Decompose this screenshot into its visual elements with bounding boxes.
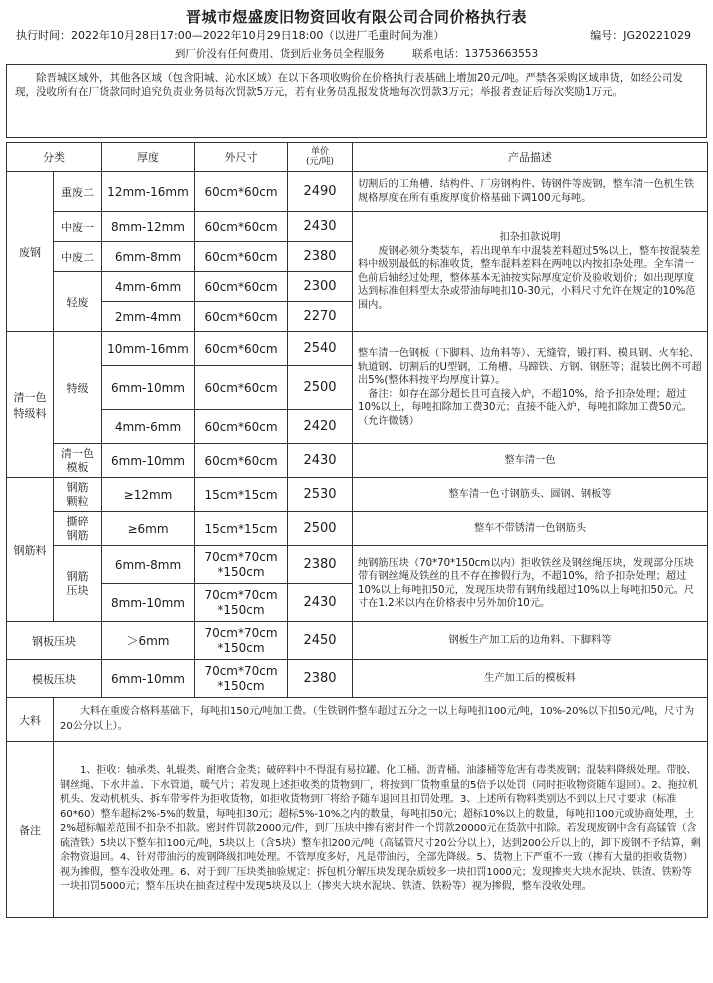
price-cell: 2500	[288, 366, 353, 410]
price-cell: 2380	[288, 242, 353, 272]
price-cell: 2420	[288, 410, 353, 444]
thickness-cell: ≥6mm	[102, 512, 195, 546]
size-cell: 60cm*60cm	[195, 242, 288, 272]
price-cell: 2450	[288, 622, 353, 660]
thickness-cell: 4mm-6mm	[102, 410, 195, 444]
header-price-line2: (元/吨)	[305, 157, 335, 167]
size-cell: 70cm*70cm *150cm	[195, 660, 288, 698]
category-plate-block: 钢板压块	[7, 622, 102, 660]
category-mold-block: 模板压块	[7, 660, 102, 698]
desc-cell: 切割后的工角槽、结构件、厂房钢构件、铸钢件等废钢，整车清一色机生铁规格厚度在所有重废厚度价格基础下调100元每吨。	[353, 172, 708, 212]
desc-cell: 整车清一色钢板（下脚料、边角料等）、无缝管，锻打料、模具钢、火车轮、轨道钢、切割后的U型钢，工角槽、马蹄铁、方钢、钢胚等；混装比例不可超出5%(整体料按平均厚度计算）。 备注：如存在部分超长且可直接入炉，不超10%，给予扣杂处理；超过10%以上，每吨扣除加工费30元；直接不能入炉，每吨扣除加工费50元。（允许微锈）	[353, 332, 708, 444]
desc-medium-title: 扣杂扣款说明	[499, 232, 561, 243]
price-cell: 2530	[288, 478, 353, 512]
thickness-cell: ＞6mm	[102, 622, 195, 660]
header-size: 外尺寸	[195, 143, 288, 172]
table-row	[7, 444, 708, 478]
desc-cell: 整车清一色寸钢筋头、圆钢、钢板等	[353, 478, 708, 512]
table-row	[7, 660, 708, 698]
size-cell: 70cm*70cm *150cm	[195, 584, 288, 622]
thickness-cell: 6mm-10mm	[102, 366, 195, 410]
desc-cell	[353, 212, 708, 332]
size-cell: 60cm*60cm	[195, 272, 288, 302]
desc-cell: 生产加工后的模板料	[353, 660, 708, 698]
size-cell: 60cm*60cm	[195, 444, 288, 478]
thickness-cell: 6mm-8mm	[102, 242, 195, 272]
sub-category: 重废二	[54, 172, 102, 212]
sub-category: 中废二	[54, 242, 102, 272]
regional-notice: 除晋城区域外，其他各区域（包含阳城、沁水区域）在以下各项收购价在价格执行表基础上增加20元/吨。严禁各采购区域串货，如经公司发现，没收所有在厂货款同时追究负责业务员每次罚款5万元，若有业务员乱报发货地每次罚款3万元；举报者查证后每次奖励1万元。	[6, 64, 707, 138]
thickness-cell: 2mm-4mm	[102, 302, 195, 332]
thickness-cell: 4mm-6mm	[102, 272, 195, 302]
price-cell: 2500	[288, 512, 353, 546]
thickness-cell: ≥12mm	[102, 478, 195, 512]
thickness-cell: 6mm-10mm	[102, 660, 195, 698]
header-price	[288, 143, 353, 172]
table-row	[7, 478, 708, 512]
thickness-cell: 6mm-8mm	[102, 546, 195, 584]
thickness-cell: 12mm-16mm	[102, 172, 195, 212]
size-cell: 60cm*60cm	[195, 172, 288, 212]
document-title: 晋城市煜盛废旧物资回收有限公司合同价格执行表	[185, 8, 527, 26]
size-cell: 60cm*60cm	[195, 366, 288, 410]
desc-cell: 整车不带锈清一色钢筋头	[353, 512, 708, 546]
sub-category: 清一色 模板	[54, 444, 102, 478]
size-cell: 60cm*60cm	[195, 332, 288, 366]
price-cell: 2300	[288, 272, 353, 302]
desc-medium-body: 废钢必须分类装车，若出现单车中混装差料超过5%以上，整车按混装差料中级别最低的标准收货，整车混料差料在两吨以内按扣杂处理。全车清一色前后轴经过处理，整体基本无油按实际厚度定价及验收划价；如出现厚度达到标准但料型太杂或带油每吨扣10-30元，小料尺寸允许在规定的10%范围内。	[358, 245, 701, 311]
thickness-cell: 8mm-10mm	[102, 584, 195, 622]
price-cell: 2380	[288, 660, 353, 698]
thickness-cell: 6mm-10mm	[102, 444, 195, 478]
sub-category: 钢筋 压块	[54, 546, 102, 622]
size-cell: 15cm*15cm	[195, 478, 288, 512]
desc-cell: 纯钢筋压块（70*70*150cm以内）拒收铁丝及钢丝绳压块，发现部分压块带有钢丝绳及铁丝的且不存在掺假行为，不超10%，给予扣杂处理；超过10%以上每吨扣50元，发现压块带有钢角线超过10%以上每吨扣50元。尺寸在1.2米以内在价格表中另外加价10元。	[353, 546, 708, 622]
size-cell: 60cm*60cm	[195, 410, 288, 444]
thickness-cell: 10mm-16mm	[102, 332, 195, 366]
sub-category: 特级	[54, 332, 102, 444]
sub-category: 轻废	[54, 272, 102, 332]
meta-row	[6, 28, 707, 44]
large-desc: 大料在重废合格料基础下，每吨扣150元/吨加工费。（生铁钢件整车超过五分之一以上每吨扣100元/吨，10%-20%以下扣50元/吨，尺寸为20公分以上）。	[54, 698, 708, 742]
size-cell: 15cm*15cm	[195, 512, 288, 546]
category-rebar: 钢筋料	[7, 478, 54, 622]
price-cell: 2490	[288, 172, 353, 212]
header-thickness: 厚度	[102, 143, 195, 172]
document-code: 编号：JG20221029	[590, 29, 691, 42]
table-header-row	[7, 143, 708, 172]
price-cell: 2270	[288, 302, 353, 332]
service-text: 到厂价没有任何费用、货到后业务员全程服务	[174, 48, 385, 60]
table-row	[7, 512, 708, 546]
phone-text: 联系电话：13753663553	[412, 48, 539, 60]
desc-cell: 整车清一色	[353, 444, 708, 478]
price-cell: 2540	[288, 332, 353, 366]
size-cell: 70cm*70cm *150cm	[195, 546, 288, 584]
table-row	[7, 546, 708, 584]
header-price-line1: 单价	[310, 147, 329, 157]
thickness-cell: 8mm-12mm	[102, 212, 195, 242]
remarks-text: 1、拒收：轴承类、轧辊类、耐磨合金类；破碎料中不得混有易拉罐、化工桶、沥青桶、油漆桶等危害有毒类废钢；混装料降级处理。带胶、钢丝绳、下水井盖、下水管道，暖气片；若发现上述拒收类的货物到厂，将按到厂货物重量的5倍予以处罚（同时拒收物资随车退回）。2、拖拉机机头、发动机机头、拆车带零件为拒收货物，如拒收货物到厂将给予随车退回且扣罚处理。3、上述所有物料类别达不到以上尺寸要求（标准60*60）整车超标2%-5%的数量，每吨扣30元；超标5%-10%之内的数量，每吨扣50元；超标10%以上的数量，每吨扣100元或协商处理，土2%超标幅差范围不扣杂不扣款。密封件罚款2000元/件，到厂压块中掺有密封件一个罚款20000元在货款中扣除。若发现废钢中含有高锰管（含硫渣铁）5块以下整车扣100元/吨，5块以上（含5块）整车扣200元/吨（高锰管尺寸20公分以上），达到200公斤以上的，卸下废钢不予结算，剩余物资退回。4、针对带油污的废钢降级扣吨处理。不管厚度多好，凡是带油污，全部先降级。5、货物上下严重不一致（掺有大量的拒收货物）视为掺假，整车没收处理。6、对于到厂压块类抽验规定：拆包机分解压块发现杂质较多一块扣罚1000元；发现掺夹大块水泥块、铁渣、铁粉等一块扣罚5000元；整车压块在抽查过程中发现5块及以上（掺夹大块水泥块、铁渣、铁粉等）视为掺假，整车没收处理。	[54, 742, 708, 918]
sub-category: 中废一	[54, 212, 102, 242]
price-cell: 2430	[288, 444, 353, 478]
size-cell: 60cm*60cm	[195, 212, 288, 242]
category-special: 清一色 特级料	[7, 332, 54, 478]
table-row	[7, 212, 708, 242]
category-large: 大料	[7, 698, 54, 742]
table-row	[7, 698, 708, 742]
sub-category: 撕碎 钢筋	[54, 512, 102, 546]
sub-category: 钢筋 颗粒	[54, 478, 102, 512]
price-cell: 2430	[288, 584, 353, 622]
size-cell: 70cm*70cm *150cm	[195, 622, 288, 660]
execution-time: 执行时间：2022年10月28日17:00—2022年10月29日18:00（以进厂毛重时间为准）	[16, 29, 445, 42]
size-cell: 60cm*60cm	[195, 302, 288, 332]
header-desc: 产品描述	[353, 143, 708, 172]
desc-cell: 钢板生产加工后的边角料、下脚料等	[353, 622, 708, 660]
table-row	[7, 172, 708, 212]
category-remarks: 备注	[7, 742, 54, 918]
header-category: 分类	[7, 143, 102, 172]
table-row	[7, 622, 708, 660]
category-waste: 废钢	[7, 172, 54, 332]
price-cell: 2430	[288, 212, 353, 242]
table-row	[7, 332, 708, 366]
price-cell: 2380	[288, 546, 353, 584]
price-table	[6, 142, 708, 918]
service-row	[6, 44, 707, 64]
table-row	[7, 742, 708, 918]
